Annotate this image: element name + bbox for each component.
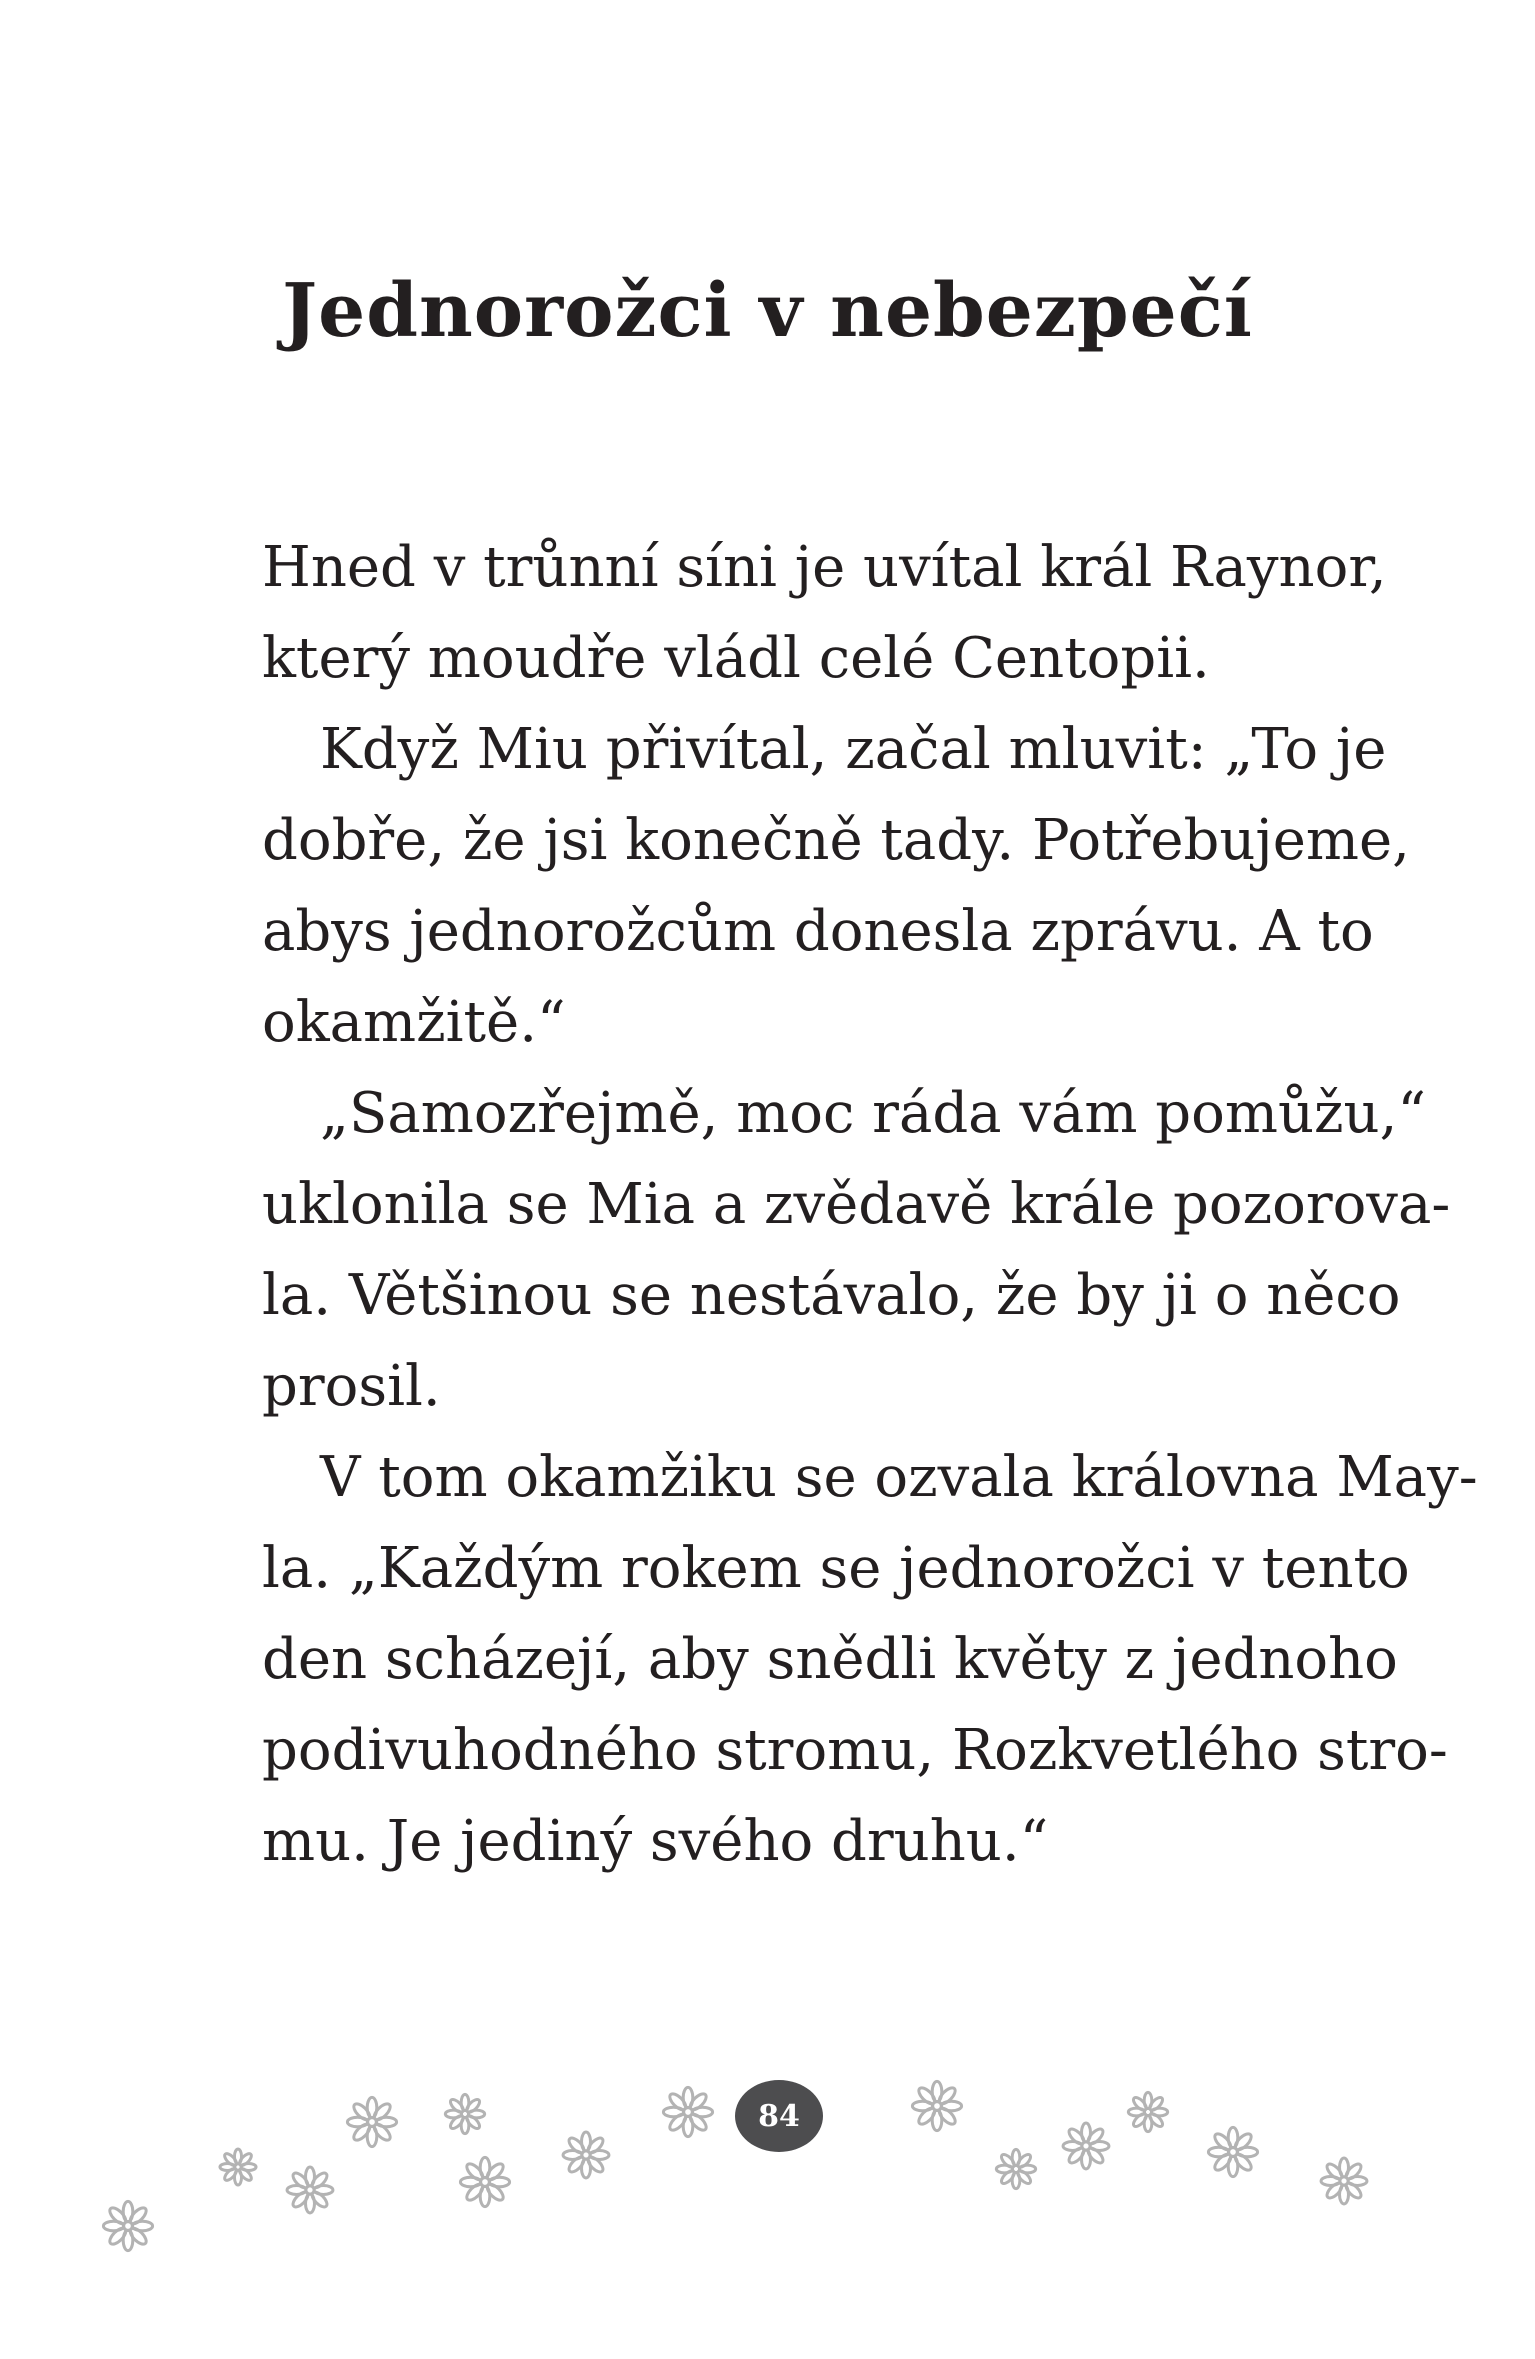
text-line: V tom okamžiku se ozvala královna May-	[320, 1445, 1478, 1510]
flower-icon	[445, 2094, 484, 2133]
flower-icon	[663, 2087, 712, 2136]
flower-icon	[1128, 2092, 1167, 2131]
chapter-title: Jednorožci v nebezpečí	[282, 268, 1253, 354]
flower-icon	[1321, 2158, 1367, 2204]
flower-icon	[563, 2132, 609, 2178]
text-line: la. „Každým rokem se jednorožci v tento	[262, 1536, 1410, 1601]
page-number: 84	[735, 2080, 823, 2152]
flower-icon	[220, 2149, 256, 2185]
flower-icon	[1063, 2123, 1109, 2169]
text-line: mu. Je jediný svého druhu.“	[262, 1809, 1049, 1874]
paragraph	[262, 1068, 1451, 1432]
flower-icon	[912, 2081, 961, 2130]
flower-icon	[347, 2097, 396, 2146]
paragraph	[262, 522, 1387, 704]
text-line: podivuhodného stromu, Rozkvetlého stro-	[262, 1718, 1448, 1783]
text-line: který moudře vládl celé Centopii.	[262, 626, 1210, 691]
flower-icon	[287, 2167, 333, 2213]
flower-icon	[460, 2157, 509, 2206]
text-line: den scházejí, aby snědli květy z jednoho	[262, 1627, 1398, 1692]
flower-icon	[103, 2201, 152, 2250]
text-line: Hned v trůnní síni je uvítal král Raynor,	[262, 535, 1387, 600]
text-line: „Samozřejmě, moc ráda vám pomůžu,“	[320, 1081, 1427, 1146]
text-line: Když Miu přivítal, začal mluvit: „To je	[320, 717, 1387, 782]
text-line: la. Většinou se nestávalo, že by ji o něco	[262, 1263, 1401, 1328]
flower-icon	[1208, 2127, 1257, 2176]
text-line: abys jednorožcům donesla zprávu. A to	[262, 899, 1374, 964]
text-line: prosil.	[262, 1354, 441, 1419]
body-text	[262, 522, 1478, 1887]
paragraph	[262, 704, 1410, 1068]
text-line: dobře, že jsi konečně tady. Potřebujeme,	[262, 808, 1410, 873]
text-line: okamžitě.“	[262, 990, 566, 1055]
flower-icon	[996, 2149, 1035, 2188]
text-line: uklonila se Mia a zvědavě krále pozorova-	[262, 1172, 1451, 1237]
paragraph	[262, 1432, 1478, 1887]
